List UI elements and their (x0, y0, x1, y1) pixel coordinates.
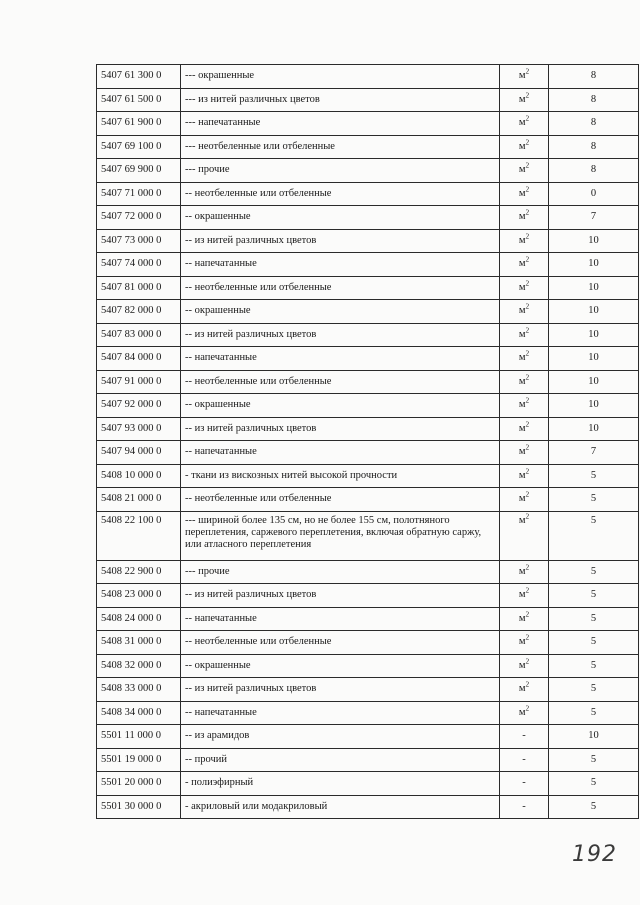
description-cell: -- из нитей различных цветов (181, 229, 500, 253)
unit-label: м (518, 514, 526, 526)
rate-cell: 5 (549, 654, 639, 678)
tnved-code-cell: 5407 94 000 0 (97, 441, 181, 465)
tariff-table-body (97, 65, 639, 819)
table-row (97, 206, 639, 230)
table-row (97, 772, 639, 796)
unit-superscript: 2 (525, 420, 530, 429)
tnved-code-cell: 5408 22 900 0 (97, 560, 181, 584)
table-row (97, 135, 639, 159)
unit-cell (500, 370, 549, 394)
unit-superscript: 2 (525, 610, 530, 619)
tnved-code-cell: 5407 61 900 0 (97, 112, 181, 136)
description-cell: -- из нитей различных цветов (181, 584, 500, 608)
rate-cell: 10 (549, 276, 639, 300)
description-cell: --- окрашенные (181, 65, 500, 89)
tnved-code-cell: 5408 23 000 0 (97, 584, 181, 608)
unit-label: м (518, 164, 526, 176)
tnved-code-cell: 5408 24 000 0 (97, 607, 181, 631)
unit-cell (500, 607, 549, 631)
tnved-code-cell: 5407 91 000 0 (97, 370, 181, 394)
unit-label: м (518, 211, 526, 223)
handwritten-page-number: 192 (572, 842, 617, 867)
description-cell: -- неотбеленные или отбеленные (181, 182, 500, 206)
unit-cell (500, 560, 549, 584)
unit-cell (500, 417, 549, 441)
description-cell: -- из нитей различных цветов (181, 417, 500, 441)
tnved-code-cell: 5408 31 000 0 (97, 631, 181, 655)
table-row (97, 584, 639, 608)
description-cell: -- неотбеленные или отбеленные (181, 488, 500, 512)
unit-label: м (518, 93, 526, 105)
unit-cell (500, 772, 549, 796)
unit-cell (500, 253, 549, 277)
unit-superscript: 2 (525, 255, 530, 264)
unit-label: м (518, 399, 526, 411)
unit-label: м (518, 70, 526, 82)
description-cell: --- прочие (181, 159, 500, 183)
rate-cell: 5 (549, 584, 639, 608)
description-cell: -- неотбеленные или отбеленные (181, 276, 500, 300)
tnved-code-cell: 5407 72 000 0 (97, 206, 181, 230)
rate-cell: 8 (549, 135, 639, 159)
rate-cell: 10 (549, 253, 639, 277)
unit-label: м (518, 187, 526, 199)
unit-superscript: 2 (525, 67, 530, 76)
unit-label: м (518, 565, 526, 577)
unit-superscript: 2 (525, 633, 530, 642)
unit-cell (500, 441, 549, 465)
unit-cell (500, 135, 549, 159)
unit-label: - (522, 800, 526, 812)
rate-cell: 5 (549, 678, 639, 702)
unit-superscript: 2 (525, 396, 530, 405)
unit-superscript: 2 (525, 657, 530, 666)
description-cell: - ткани из вискозных нитей высокой прочности (181, 464, 500, 488)
unit-superscript: 2 (525, 563, 530, 572)
table-row (97, 159, 639, 183)
description-cell: -- окрашенные (181, 654, 500, 678)
unit-superscript: 2 (525, 138, 530, 147)
description-cell: -- напечатанные (181, 607, 500, 631)
unit-superscript: 2 (525, 349, 530, 358)
unit-label: м (518, 258, 526, 270)
table-row (97, 323, 639, 347)
unit-cell (500, 488, 549, 512)
unit-cell (500, 725, 549, 749)
unit-cell (500, 631, 549, 655)
unit-label: м (518, 140, 526, 152)
tnved-code-cell: 5407 61 300 0 (97, 65, 181, 89)
description-cell: -- окрашенные (181, 206, 500, 230)
table-row (97, 464, 639, 488)
unit-superscript: 2 (525, 185, 530, 194)
tnved-code-cell: 5408 32 000 0 (97, 654, 181, 678)
tnved-code-cell: 5501 11 000 0 (97, 725, 181, 749)
description-cell: -- напечатанные (181, 347, 500, 371)
unit-label: м (518, 422, 526, 434)
tnved-code-cell: 5501 20 000 0 (97, 772, 181, 796)
rate-cell: 0 (549, 182, 639, 206)
tnved-code-cell: 5407 61 500 0 (97, 88, 181, 112)
tnved-code-cell: 5407 82 000 0 (97, 300, 181, 324)
table-row (97, 748, 639, 772)
unit-cell (500, 654, 549, 678)
table-row (97, 725, 639, 749)
table-row (97, 300, 639, 324)
rate-cell: 5 (549, 607, 639, 631)
unit-cell (500, 678, 549, 702)
description-cell: --- из нитей различных цветов (181, 88, 500, 112)
unit-superscript: 2 (525, 161, 530, 170)
description-cell: --- напечатанные (181, 112, 500, 136)
unit-label: м (518, 636, 526, 648)
tariff-table (96, 64, 639, 819)
rate-cell: 8 (549, 159, 639, 183)
tnved-code-cell: 5407 84 000 0 (97, 347, 181, 371)
rate-cell: 5 (549, 488, 639, 512)
table-row (97, 370, 639, 394)
unit-superscript: 2 (525, 302, 530, 311)
table-row (97, 394, 639, 418)
unit-label: м (518, 683, 526, 695)
rate-cell: 10 (549, 229, 639, 253)
unit-cell (500, 112, 549, 136)
unit-cell (500, 701, 549, 725)
unit-cell (500, 584, 549, 608)
unit-cell (500, 65, 549, 89)
table-row (97, 112, 639, 136)
unit-label: м (518, 469, 526, 481)
table-row (97, 347, 639, 371)
tnved-code-cell: 5501 19 000 0 (97, 748, 181, 772)
unit-superscript: 2 (525, 680, 530, 689)
table-row (97, 229, 639, 253)
description-cell: - полиэфирный (181, 772, 500, 796)
table-row (97, 654, 639, 678)
unit-label: м (518, 493, 526, 505)
table-row (97, 701, 639, 725)
description-cell: -- прочий (181, 748, 500, 772)
table-row (97, 631, 639, 655)
unit-cell (500, 347, 549, 371)
unit-cell (500, 464, 549, 488)
tnved-code-cell: 5407 92 000 0 (97, 394, 181, 418)
unit-cell (500, 88, 549, 112)
rate-cell: 10 (549, 417, 639, 441)
tnved-code-cell: 5501 30 000 0 (97, 795, 181, 819)
unit-superscript: 2 (525, 490, 530, 499)
tnved-code-cell: 5408 22 100 0 (97, 511, 181, 560)
description-cell: --- прочие (181, 560, 500, 584)
unit-cell (500, 229, 549, 253)
rate-cell: 8 (549, 65, 639, 89)
description-cell: -- из нитей различных цветов (181, 678, 500, 702)
unit-cell (500, 159, 549, 183)
table-row (97, 88, 639, 112)
description-cell: -- окрашенные (181, 394, 500, 418)
description-cell: -- напечатанные (181, 441, 500, 465)
tnved-code-cell: 5408 21 000 0 (97, 488, 181, 512)
description-cell: -- напечатанные (181, 253, 500, 277)
unit-label: м (518, 281, 526, 293)
rate-cell: 10 (549, 347, 639, 371)
tnved-code-cell: 5408 34 000 0 (97, 701, 181, 725)
description-cell: - акриловый или модакриловый (181, 795, 500, 819)
rate-cell: 5 (549, 772, 639, 796)
unit-cell (500, 300, 549, 324)
tnved-code-cell: 5407 69 900 0 (97, 159, 181, 183)
table-row (97, 678, 639, 702)
unit-cell (500, 182, 549, 206)
unit-superscript: 2 (525, 326, 530, 335)
description-cell: -- окрашенные (181, 300, 500, 324)
table-row (97, 488, 639, 512)
rate-cell: 10 (549, 370, 639, 394)
unit-cell (500, 394, 549, 418)
rate-cell: 10 (549, 300, 639, 324)
unit-label: м (518, 706, 526, 718)
rate-cell: 5 (549, 631, 639, 655)
unit-label: м (518, 352, 526, 364)
table-row (97, 560, 639, 584)
unit-label: м (518, 328, 526, 340)
tnved-code-cell: 5407 83 000 0 (97, 323, 181, 347)
description-cell: -- из арамидов (181, 725, 500, 749)
description-cell: --- шириной более 135 см, но не более 155 см, полотняного переплетения, саржевого переплетения, включая обратную саржу, или атласного переплетения (181, 511, 500, 560)
description-cell: -- из нитей различных цветов (181, 323, 500, 347)
unit-label: - (522, 753, 526, 765)
unit-superscript: 2 (525, 91, 530, 100)
rate-cell: 7 (549, 441, 639, 465)
unit-label: - (522, 777, 526, 789)
rate-cell: 5 (549, 464, 639, 488)
description-cell: -- напечатанные (181, 701, 500, 725)
unit-superscript: 2 (525, 208, 530, 217)
unit-label: - (522, 730, 526, 742)
unit-label: м (518, 589, 526, 601)
table-row (97, 253, 639, 277)
tnved-code-cell: 5407 71 000 0 (97, 182, 181, 206)
unit-superscript: 2 (525, 443, 530, 452)
table-row (97, 511, 639, 560)
table-row (97, 65, 639, 89)
rate-cell: 8 (549, 88, 639, 112)
rate-cell: 10 (549, 394, 639, 418)
unit-label: м (518, 446, 526, 458)
tnved-code-cell: 5407 74 000 0 (97, 253, 181, 277)
unit-label: м (518, 612, 526, 624)
unit-superscript: 2 (525, 114, 530, 123)
rate-cell: 5 (549, 511, 639, 560)
unit-superscript: 2 (525, 373, 530, 382)
rate-cell: 7 (549, 206, 639, 230)
unit-superscript: 2 (525, 512, 530, 520)
tnved-code-cell: 5407 81 000 0 (97, 276, 181, 300)
unit-cell (500, 511, 549, 560)
tnved-code-cell: 5407 69 100 0 (97, 135, 181, 159)
tnved-code-cell: 5407 93 000 0 (97, 417, 181, 441)
unit-superscript: 2 (525, 279, 530, 288)
unit-label: м (518, 117, 526, 129)
unit-superscript: 2 (525, 232, 530, 241)
description-cell: --- неотбеленные или отбеленные (181, 135, 500, 159)
description-cell: -- неотбеленные или отбеленные (181, 370, 500, 394)
tnved-code-cell: 5408 33 000 0 (97, 678, 181, 702)
unit-cell (500, 276, 549, 300)
rate-cell: 10 (549, 323, 639, 347)
table-row (97, 441, 639, 465)
table-row (97, 276, 639, 300)
table-row (97, 795, 639, 819)
unit-label: м (518, 305, 526, 317)
rate-cell: 5 (549, 560, 639, 584)
unit-label: м (518, 234, 526, 246)
unit-cell (500, 323, 549, 347)
table-row (97, 607, 639, 631)
unit-superscript: 2 (525, 586, 530, 595)
unit-label: м (518, 659, 526, 671)
rate-cell: 5 (549, 701, 639, 725)
rate-cell: 5 (549, 748, 639, 772)
tnved-code-cell: 5408 10 000 0 (97, 464, 181, 488)
unit-superscript: 2 (525, 467, 530, 476)
tnved-code-cell: 5407 73 000 0 (97, 229, 181, 253)
unit-label: м (518, 375, 526, 387)
rate-cell: 8 (549, 112, 639, 136)
table-row (97, 417, 639, 441)
unit-cell (500, 206, 549, 230)
rate-cell: 5 (549, 795, 639, 819)
unit-cell (500, 748, 549, 772)
description-cell: -- неотбеленные или отбеленные (181, 631, 500, 655)
table-row (97, 182, 639, 206)
unit-superscript: 2 (525, 704, 530, 713)
rate-cell: 10 (549, 725, 639, 749)
unit-cell (500, 795, 549, 819)
